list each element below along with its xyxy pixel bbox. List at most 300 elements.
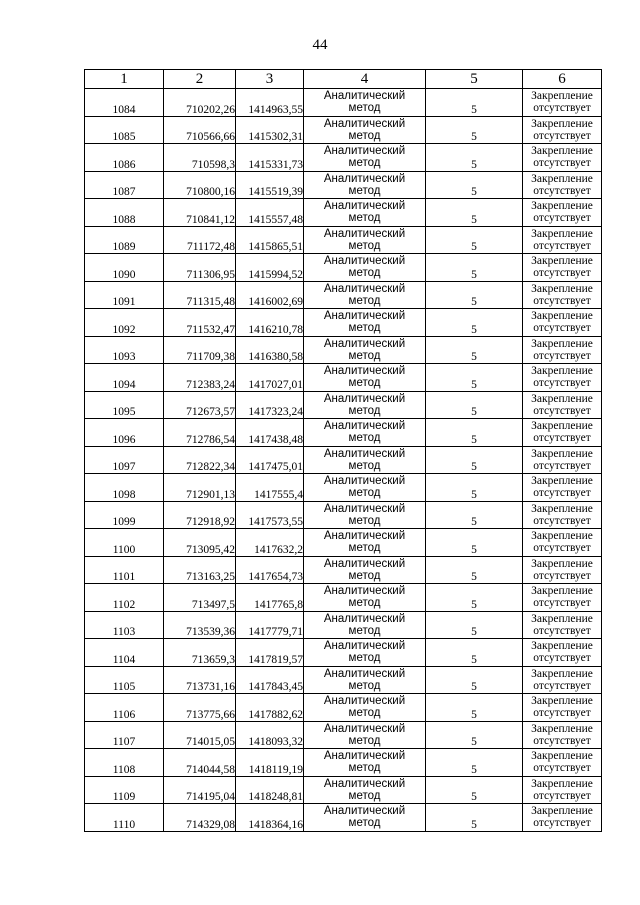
fixation-cell bbox=[523, 364, 602, 392]
x-coordinate-cell: 711315,48 bbox=[164, 281, 236, 309]
fixation-cell-line2: отсутствует bbox=[533, 707, 591, 720]
fixation-cell-line2: отсутствует bbox=[533, 514, 591, 527]
method-cell-line1: Аналитический bbox=[323, 310, 406, 323]
fixation-cell bbox=[523, 776, 602, 804]
method-cell bbox=[304, 254, 426, 282]
x-coordinate-cell: 710800,16 bbox=[164, 171, 236, 199]
method-cell-line1: Аналитический bbox=[323, 420, 406, 433]
error-cell: 5 bbox=[426, 226, 523, 254]
fixation-cell-line2: отсутствует bbox=[533, 487, 591, 500]
method-cell-line1: Аналитический bbox=[323, 447, 406, 460]
fixation-cell-line1: Закрепление bbox=[531, 227, 593, 240]
fixation-cell bbox=[523, 89, 602, 117]
fixation-cell bbox=[523, 199, 602, 227]
fixation-cell-line1: Закрепление bbox=[531, 777, 593, 790]
fixation-cell-line1: Закрепление bbox=[531, 90, 593, 103]
fixation-cell bbox=[523, 336, 602, 364]
x-coordinate-cell: 714195,04 bbox=[164, 776, 236, 804]
fixation-cell-line2: отсутствует bbox=[533, 102, 591, 115]
point-number-cell: 1087 bbox=[85, 171, 164, 199]
point-number-cell: 1091 bbox=[85, 281, 164, 309]
header-cell-2: 2 bbox=[164, 70, 236, 89]
y-coordinate-cell: 1418364,16 bbox=[236, 804, 304, 832]
header-cell-6: 6 bbox=[523, 70, 602, 89]
x-coordinate-cell: 711709,38 bbox=[164, 336, 236, 364]
method-cell-line1: Аналитический bbox=[323, 475, 406, 488]
fixation-cell-line2: отсутствует bbox=[533, 624, 591, 637]
method-cell bbox=[304, 199, 426, 227]
method-cell-line1: Аналитический bbox=[323, 392, 406, 405]
fixation-cell-line2: отсутствует bbox=[533, 404, 591, 417]
point-number-cell: 1101 bbox=[85, 556, 164, 584]
method-cell bbox=[304, 336, 426, 364]
method-cell-line2: метод bbox=[348, 514, 381, 527]
fixation-cell-line2: отсутствует bbox=[533, 184, 591, 197]
error-cell: 5 bbox=[426, 254, 523, 282]
error-cell: 5 bbox=[426, 804, 523, 832]
header-cell-4: 4 bbox=[304, 70, 426, 89]
x-coordinate-cell: 710841,12 bbox=[164, 199, 236, 227]
point-number-cell: 1106 bbox=[85, 694, 164, 722]
method-cell bbox=[304, 116, 426, 144]
method-cell-line1: Аналитический bbox=[323, 90, 406, 103]
table-row bbox=[85, 309, 602, 337]
method-cell bbox=[304, 309, 426, 337]
fixation-cell-line1: Закрепление bbox=[531, 172, 593, 185]
y-coordinate-cell: 1415865,51 bbox=[236, 226, 304, 254]
fixation-cell-line2: отсутствует bbox=[533, 267, 591, 280]
fixation-cell-line2: отсутствует bbox=[533, 762, 591, 775]
method-cell-line2: метод bbox=[348, 239, 381, 252]
method-cell-line2: метод bbox=[348, 294, 381, 307]
fixation-cell bbox=[523, 529, 602, 557]
fixation-cell-line2: отсутствует bbox=[533, 294, 591, 307]
fixation-cell-line2: отсутствует bbox=[533, 157, 591, 170]
x-coordinate-cell: 710202,26 bbox=[164, 89, 236, 117]
x-coordinate-cell: 713775,66 bbox=[164, 694, 236, 722]
table-row bbox=[85, 721, 602, 749]
method-cell bbox=[304, 226, 426, 254]
fixation-cell bbox=[523, 721, 602, 749]
method-cell bbox=[304, 446, 426, 474]
fixation-cell bbox=[523, 446, 602, 474]
table-row bbox=[85, 281, 602, 309]
method-cell-line1: Аналитический bbox=[323, 557, 406, 570]
method-cell bbox=[304, 419, 426, 447]
y-coordinate-cell: 1418119,19 bbox=[236, 749, 304, 777]
fixation-cell-line1: Закрепление bbox=[531, 640, 593, 653]
fixation-cell-line2: отсутствует bbox=[533, 377, 591, 390]
method-cell-line1: Аналитический bbox=[323, 337, 406, 350]
fixation-cell-line1: Закрепление bbox=[531, 365, 593, 378]
error-cell: 5 bbox=[426, 721, 523, 749]
method-cell bbox=[304, 556, 426, 584]
point-number-cell: 1100 bbox=[85, 529, 164, 557]
table-row bbox=[85, 116, 602, 144]
method-cell bbox=[304, 639, 426, 667]
fixation-cell-line1: Закрепление bbox=[531, 310, 593, 323]
fixation-cell-line1: Закрепление bbox=[531, 530, 593, 543]
point-number-cell: 1103 bbox=[85, 611, 164, 639]
method-cell-line2: метод bbox=[348, 129, 381, 142]
error-cell: 5 bbox=[426, 584, 523, 612]
fixation-cell bbox=[523, 281, 602, 309]
x-coordinate-cell: 712901,13 bbox=[164, 474, 236, 502]
point-number-cell: 1098 bbox=[85, 474, 164, 502]
table-row bbox=[85, 804, 602, 832]
error-cell: 5 bbox=[426, 474, 523, 502]
y-coordinate-cell: 1417654,73 bbox=[236, 556, 304, 584]
point-number-cell: 1096 bbox=[85, 419, 164, 447]
method-cell bbox=[304, 391, 426, 419]
fixation-cell bbox=[523, 556, 602, 584]
fixation-cell bbox=[523, 501, 602, 529]
y-coordinate-cell: 1416380,58 bbox=[236, 336, 304, 364]
point-number-cell: 1084 bbox=[85, 89, 164, 117]
error-cell: 5 bbox=[426, 419, 523, 447]
fixation-cell-line1: Закрепление bbox=[531, 557, 593, 570]
method-cell bbox=[304, 364, 426, 392]
y-coordinate-cell: 1415994,52 bbox=[236, 254, 304, 282]
table-row bbox=[85, 89, 602, 117]
method-cell-line1: Аналитический bbox=[323, 585, 406, 598]
table-row bbox=[85, 391, 602, 419]
fixation-cell-line2: отсутствует bbox=[533, 597, 591, 610]
point-number-cell: 1109 bbox=[85, 776, 164, 804]
table-row bbox=[85, 226, 602, 254]
method-cell bbox=[304, 721, 426, 749]
fixation-cell bbox=[523, 694, 602, 722]
method-cell bbox=[304, 776, 426, 804]
method-cell-line2: метод bbox=[348, 542, 381, 555]
method-cell-line1: Аналитический bbox=[323, 777, 406, 790]
method-cell-line1: Аналитический bbox=[323, 227, 406, 240]
fixation-cell-line2: отсутствует bbox=[533, 679, 591, 692]
fixation-cell-line2: отсутствует bbox=[533, 212, 591, 225]
table-row bbox=[85, 694, 602, 722]
method-cell-line1: Аналитический bbox=[323, 145, 406, 158]
y-coordinate-cell: 1414963,55 bbox=[236, 89, 304, 117]
y-coordinate-cell: 1417323,24 bbox=[236, 391, 304, 419]
fixation-cell-line1: Закрепление bbox=[531, 145, 593, 158]
header-cell-5: 5 bbox=[426, 70, 523, 89]
method-cell-line1: Аналитический bbox=[323, 640, 406, 653]
error-cell: 5 bbox=[426, 529, 523, 557]
y-coordinate-cell: 1416002,69 bbox=[236, 281, 304, 309]
x-coordinate-cell: 712383,24 bbox=[164, 364, 236, 392]
point-number-cell: 1108 bbox=[85, 749, 164, 777]
method-cell bbox=[304, 89, 426, 117]
y-coordinate-cell: 1417438,48 bbox=[236, 419, 304, 447]
fixation-cell-line1: Закрепление bbox=[531, 695, 593, 708]
x-coordinate-cell: 712822,34 bbox=[164, 446, 236, 474]
method-cell bbox=[304, 694, 426, 722]
fixation-cell-line2: отсутствует bbox=[533, 569, 591, 582]
fixation-cell-line2: отсутствует bbox=[533, 349, 591, 362]
x-coordinate-cell: 713731,16 bbox=[164, 666, 236, 694]
method-cell bbox=[304, 584, 426, 612]
error-cell: 5 bbox=[426, 391, 523, 419]
fixation-cell bbox=[523, 419, 602, 447]
fixation-cell-line1: Закрепление bbox=[531, 392, 593, 405]
method-cell bbox=[304, 281, 426, 309]
point-number-cell: 1094 bbox=[85, 364, 164, 392]
y-coordinate-cell: 1417765,8 bbox=[236, 584, 304, 612]
method-cell bbox=[304, 474, 426, 502]
fixation-cell bbox=[523, 309, 602, 337]
method-cell bbox=[304, 611, 426, 639]
fixation-cell bbox=[523, 144, 602, 172]
method-cell-line1: Аналитический bbox=[323, 255, 406, 268]
method-cell-line1: Аналитический bbox=[323, 667, 406, 680]
error-cell: 5 bbox=[426, 89, 523, 117]
point-number-cell: 1107 bbox=[85, 721, 164, 749]
fixation-cell-line2: отсутствует bbox=[533, 432, 591, 445]
y-coordinate-cell: 1415519,39 bbox=[236, 171, 304, 199]
point-number-cell: 1095 bbox=[85, 391, 164, 419]
fixation-cell-line1: Закрепление bbox=[531, 282, 593, 295]
table-row bbox=[85, 144, 602, 172]
fixation-cell bbox=[523, 254, 602, 282]
method-cell-line2: метод bbox=[348, 817, 381, 830]
error-cell: 5 bbox=[426, 171, 523, 199]
error-cell: 5 bbox=[426, 281, 523, 309]
method-cell bbox=[304, 529, 426, 557]
table-row bbox=[85, 336, 602, 364]
method-cell-line2: метод bbox=[348, 404, 381, 417]
point-number-cell: 1085 bbox=[85, 116, 164, 144]
error-cell: 5 bbox=[426, 501, 523, 529]
point-number-cell: 1088 bbox=[85, 199, 164, 227]
error-cell: 5 bbox=[426, 611, 523, 639]
x-coordinate-cell: 713163,25 bbox=[164, 556, 236, 584]
error-cell: 5 bbox=[426, 666, 523, 694]
fixation-cell bbox=[523, 749, 602, 777]
x-coordinate-cell: 713659,3 bbox=[164, 639, 236, 667]
point-number-cell: 1099 bbox=[85, 501, 164, 529]
method-cell-line2: метод bbox=[348, 267, 381, 280]
method-cell bbox=[304, 144, 426, 172]
fixation-cell bbox=[523, 226, 602, 254]
fixation-cell bbox=[523, 116, 602, 144]
point-number-cell: 1089 bbox=[85, 226, 164, 254]
method-cell-line2: метод bbox=[348, 652, 381, 665]
fixation-cell-line1: Закрепление bbox=[531, 475, 593, 488]
fixation-cell-line1: Закрепление bbox=[531, 750, 593, 763]
error-cell: 5 bbox=[426, 199, 523, 227]
y-coordinate-cell: 1418093,32 bbox=[236, 721, 304, 749]
method-cell-line2: метод bbox=[348, 459, 381, 472]
header-row bbox=[85, 70, 602, 89]
y-coordinate-cell: 1417573,55 bbox=[236, 501, 304, 529]
error-cell: 5 bbox=[426, 116, 523, 144]
y-coordinate-cell: 1417555,4 bbox=[236, 474, 304, 502]
fixation-cell-line1: Закрепление bbox=[531, 805, 593, 818]
table-row bbox=[85, 254, 602, 282]
point-number-cell: 1110 bbox=[85, 804, 164, 832]
x-coordinate-cell: 712786,54 bbox=[164, 419, 236, 447]
y-coordinate-cell: 1415557,48 bbox=[236, 199, 304, 227]
method-cell-line2: метод bbox=[348, 157, 381, 170]
x-coordinate-cell: 712673,57 bbox=[164, 391, 236, 419]
fixation-cell-line2: отсутствует bbox=[533, 129, 591, 142]
error-cell: 5 bbox=[426, 309, 523, 337]
y-coordinate-cell: 1417779,71 bbox=[236, 611, 304, 639]
error-cell: 5 bbox=[426, 749, 523, 777]
fixation-cell-line2: отсутствует bbox=[533, 239, 591, 252]
table-body bbox=[85, 89, 602, 832]
point-number-cell: 1104 bbox=[85, 639, 164, 667]
method-cell-line1: Аналитический bbox=[323, 805, 406, 818]
y-coordinate-cell: 1415331,73 bbox=[236, 144, 304, 172]
method-cell-line2: метод bbox=[348, 569, 381, 582]
method-cell-line1: Аналитический bbox=[323, 502, 406, 515]
x-coordinate-cell: 714015,05 bbox=[164, 721, 236, 749]
table-row bbox=[85, 611, 602, 639]
table-row bbox=[85, 529, 602, 557]
x-coordinate-cell: 714329,08 bbox=[164, 804, 236, 832]
method-cell-line2: метод bbox=[348, 487, 381, 500]
x-coordinate-cell: 710566,66 bbox=[164, 116, 236, 144]
error-cell: 5 bbox=[426, 336, 523, 364]
method-cell-line1: Аналитический bbox=[323, 200, 406, 213]
point-number-cell: 1093 bbox=[85, 336, 164, 364]
fixation-cell-line1: Закрепление bbox=[531, 337, 593, 350]
method-cell bbox=[304, 749, 426, 777]
header-cell-3: 3 bbox=[236, 70, 304, 89]
method-cell bbox=[304, 501, 426, 529]
fixation-cell-line1: Закрепление bbox=[531, 200, 593, 213]
fixation-cell-line2: отсутствует bbox=[533, 652, 591, 665]
fixation-cell-line1: Закрепление bbox=[531, 502, 593, 515]
method-cell-line1: Аналитический bbox=[323, 612, 406, 625]
fixation-cell bbox=[523, 639, 602, 667]
method-cell-line2: метод bbox=[348, 679, 381, 692]
point-number-cell: 1086 bbox=[85, 144, 164, 172]
error-cell: 5 bbox=[426, 556, 523, 584]
table-row bbox=[85, 584, 602, 612]
fixation-cell-line2: отсутствует bbox=[533, 322, 591, 335]
table-row bbox=[85, 419, 602, 447]
method-cell bbox=[304, 666, 426, 694]
method-cell-line2: метод bbox=[348, 789, 381, 802]
fixation-cell-line2: отсутствует bbox=[533, 734, 591, 747]
fixation-cell-line1: Закрепление bbox=[531, 255, 593, 268]
y-coordinate-cell: 1417027,01 bbox=[236, 364, 304, 392]
method-cell-line1: Аналитический bbox=[323, 172, 406, 185]
table-row bbox=[85, 556, 602, 584]
fixation-cell-line1: Закрепление bbox=[531, 612, 593, 625]
method-cell-line1: Аналитический bbox=[323, 695, 406, 708]
y-coordinate-cell: 1417843,45 bbox=[236, 666, 304, 694]
fixation-cell-line2: отсутствует bbox=[533, 817, 591, 830]
method-cell-line2: метод bbox=[348, 597, 381, 610]
fixation-cell bbox=[523, 171, 602, 199]
fixation-cell bbox=[523, 804, 602, 832]
method-cell-line2: метод bbox=[348, 624, 381, 637]
method-cell-line2: метод bbox=[348, 349, 381, 362]
fixation-cell-line2: отсутствует bbox=[533, 542, 591, 555]
x-coordinate-cell: 711532,47 bbox=[164, 309, 236, 337]
table-row bbox=[85, 666, 602, 694]
y-coordinate-cell: 1417882,62 bbox=[236, 694, 304, 722]
x-coordinate-cell: 713095,42 bbox=[164, 529, 236, 557]
fixation-cell-line2: отсутствует bbox=[533, 459, 591, 472]
method-cell-line1: Аналитический bbox=[323, 750, 406, 763]
method-cell-line2: метод bbox=[348, 762, 381, 775]
y-coordinate-cell: 1418248,81 bbox=[236, 776, 304, 804]
fixation-cell-line1: Закрепление bbox=[531, 447, 593, 460]
error-cell: 5 bbox=[426, 694, 523, 722]
method-cell-line2: метод bbox=[348, 734, 381, 747]
x-coordinate-cell: 710598,3 bbox=[164, 144, 236, 172]
table-row bbox=[85, 364, 602, 392]
x-coordinate-cell: 712918,92 bbox=[164, 501, 236, 529]
method-cell bbox=[304, 804, 426, 832]
method-cell-line2: метод bbox=[348, 707, 381, 720]
header-cell-1: 1 bbox=[85, 70, 164, 89]
method-cell-line1: Аналитический bbox=[323, 117, 406, 130]
fixation-cell-line1: Закрепление bbox=[531, 722, 593, 735]
fixation-cell-line2: отсутствует bbox=[533, 789, 591, 802]
method-cell-line2: метод bbox=[348, 212, 381, 225]
fixation-cell-line1: Закрепление bbox=[531, 117, 593, 130]
method-cell-line2: метод bbox=[348, 102, 381, 115]
x-coordinate-cell: 713539,36 bbox=[164, 611, 236, 639]
method-cell-line2: метод bbox=[348, 432, 381, 445]
coordinates-table bbox=[84, 69, 602, 832]
table-row bbox=[85, 446, 602, 474]
x-coordinate-cell: 711172,48 bbox=[164, 226, 236, 254]
fixation-cell-line1: Закрепление bbox=[531, 585, 593, 598]
method-cell-line2: метод bbox=[348, 184, 381, 197]
page-number: 44 bbox=[312, 37, 328, 53]
table-row bbox=[85, 749, 602, 777]
method-cell-line1: Аналитический bbox=[323, 282, 406, 295]
y-coordinate-cell: 1417475,01 bbox=[236, 446, 304, 474]
point-number-cell: 1097 bbox=[85, 446, 164, 474]
table-row bbox=[85, 639, 602, 667]
x-coordinate-cell: 713497,5 bbox=[164, 584, 236, 612]
table-row bbox=[85, 776, 602, 804]
point-number-cell: 1092 bbox=[85, 309, 164, 337]
error-cell: 5 bbox=[426, 639, 523, 667]
method-cell-line1: Аналитический bbox=[323, 365, 406, 378]
error-cell: 5 bbox=[426, 446, 523, 474]
table-row bbox=[85, 199, 602, 227]
method-cell-line2: метод bbox=[348, 322, 381, 335]
error-cell: 5 bbox=[426, 776, 523, 804]
y-coordinate-cell: 1417819,57 bbox=[236, 639, 304, 667]
y-coordinate-cell: 1415302,31 bbox=[236, 116, 304, 144]
x-coordinate-cell: 711306,95 bbox=[164, 254, 236, 282]
method-cell-line2: метод bbox=[348, 377, 381, 390]
table-row bbox=[85, 171, 602, 199]
error-cell: 5 bbox=[426, 144, 523, 172]
error-cell: 5 bbox=[426, 364, 523, 392]
method-cell-line1: Аналитический bbox=[323, 722, 406, 735]
y-coordinate-cell: 1416210,78 bbox=[236, 309, 304, 337]
fixation-cell bbox=[523, 584, 602, 612]
fixation-cell bbox=[523, 474, 602, 502]
method-cell bbox=[304, 171, 426, 199]
x-coordinate-cell: 714044,58 bbox=[164, 749, 236, 777]
fixation-cell bbox=[523, 391, 602, 419]
y-coordinate-cell: 1417632,2 bbox=[236, 529, 304, 557]
point-number-cell: 1105 bbox=[85, 666, 164, 694]
method-cell-line1: Аналитический bbox=[323, 530, 406, 543]
fixation-cell bbox=[523, 611, 602, 639]
